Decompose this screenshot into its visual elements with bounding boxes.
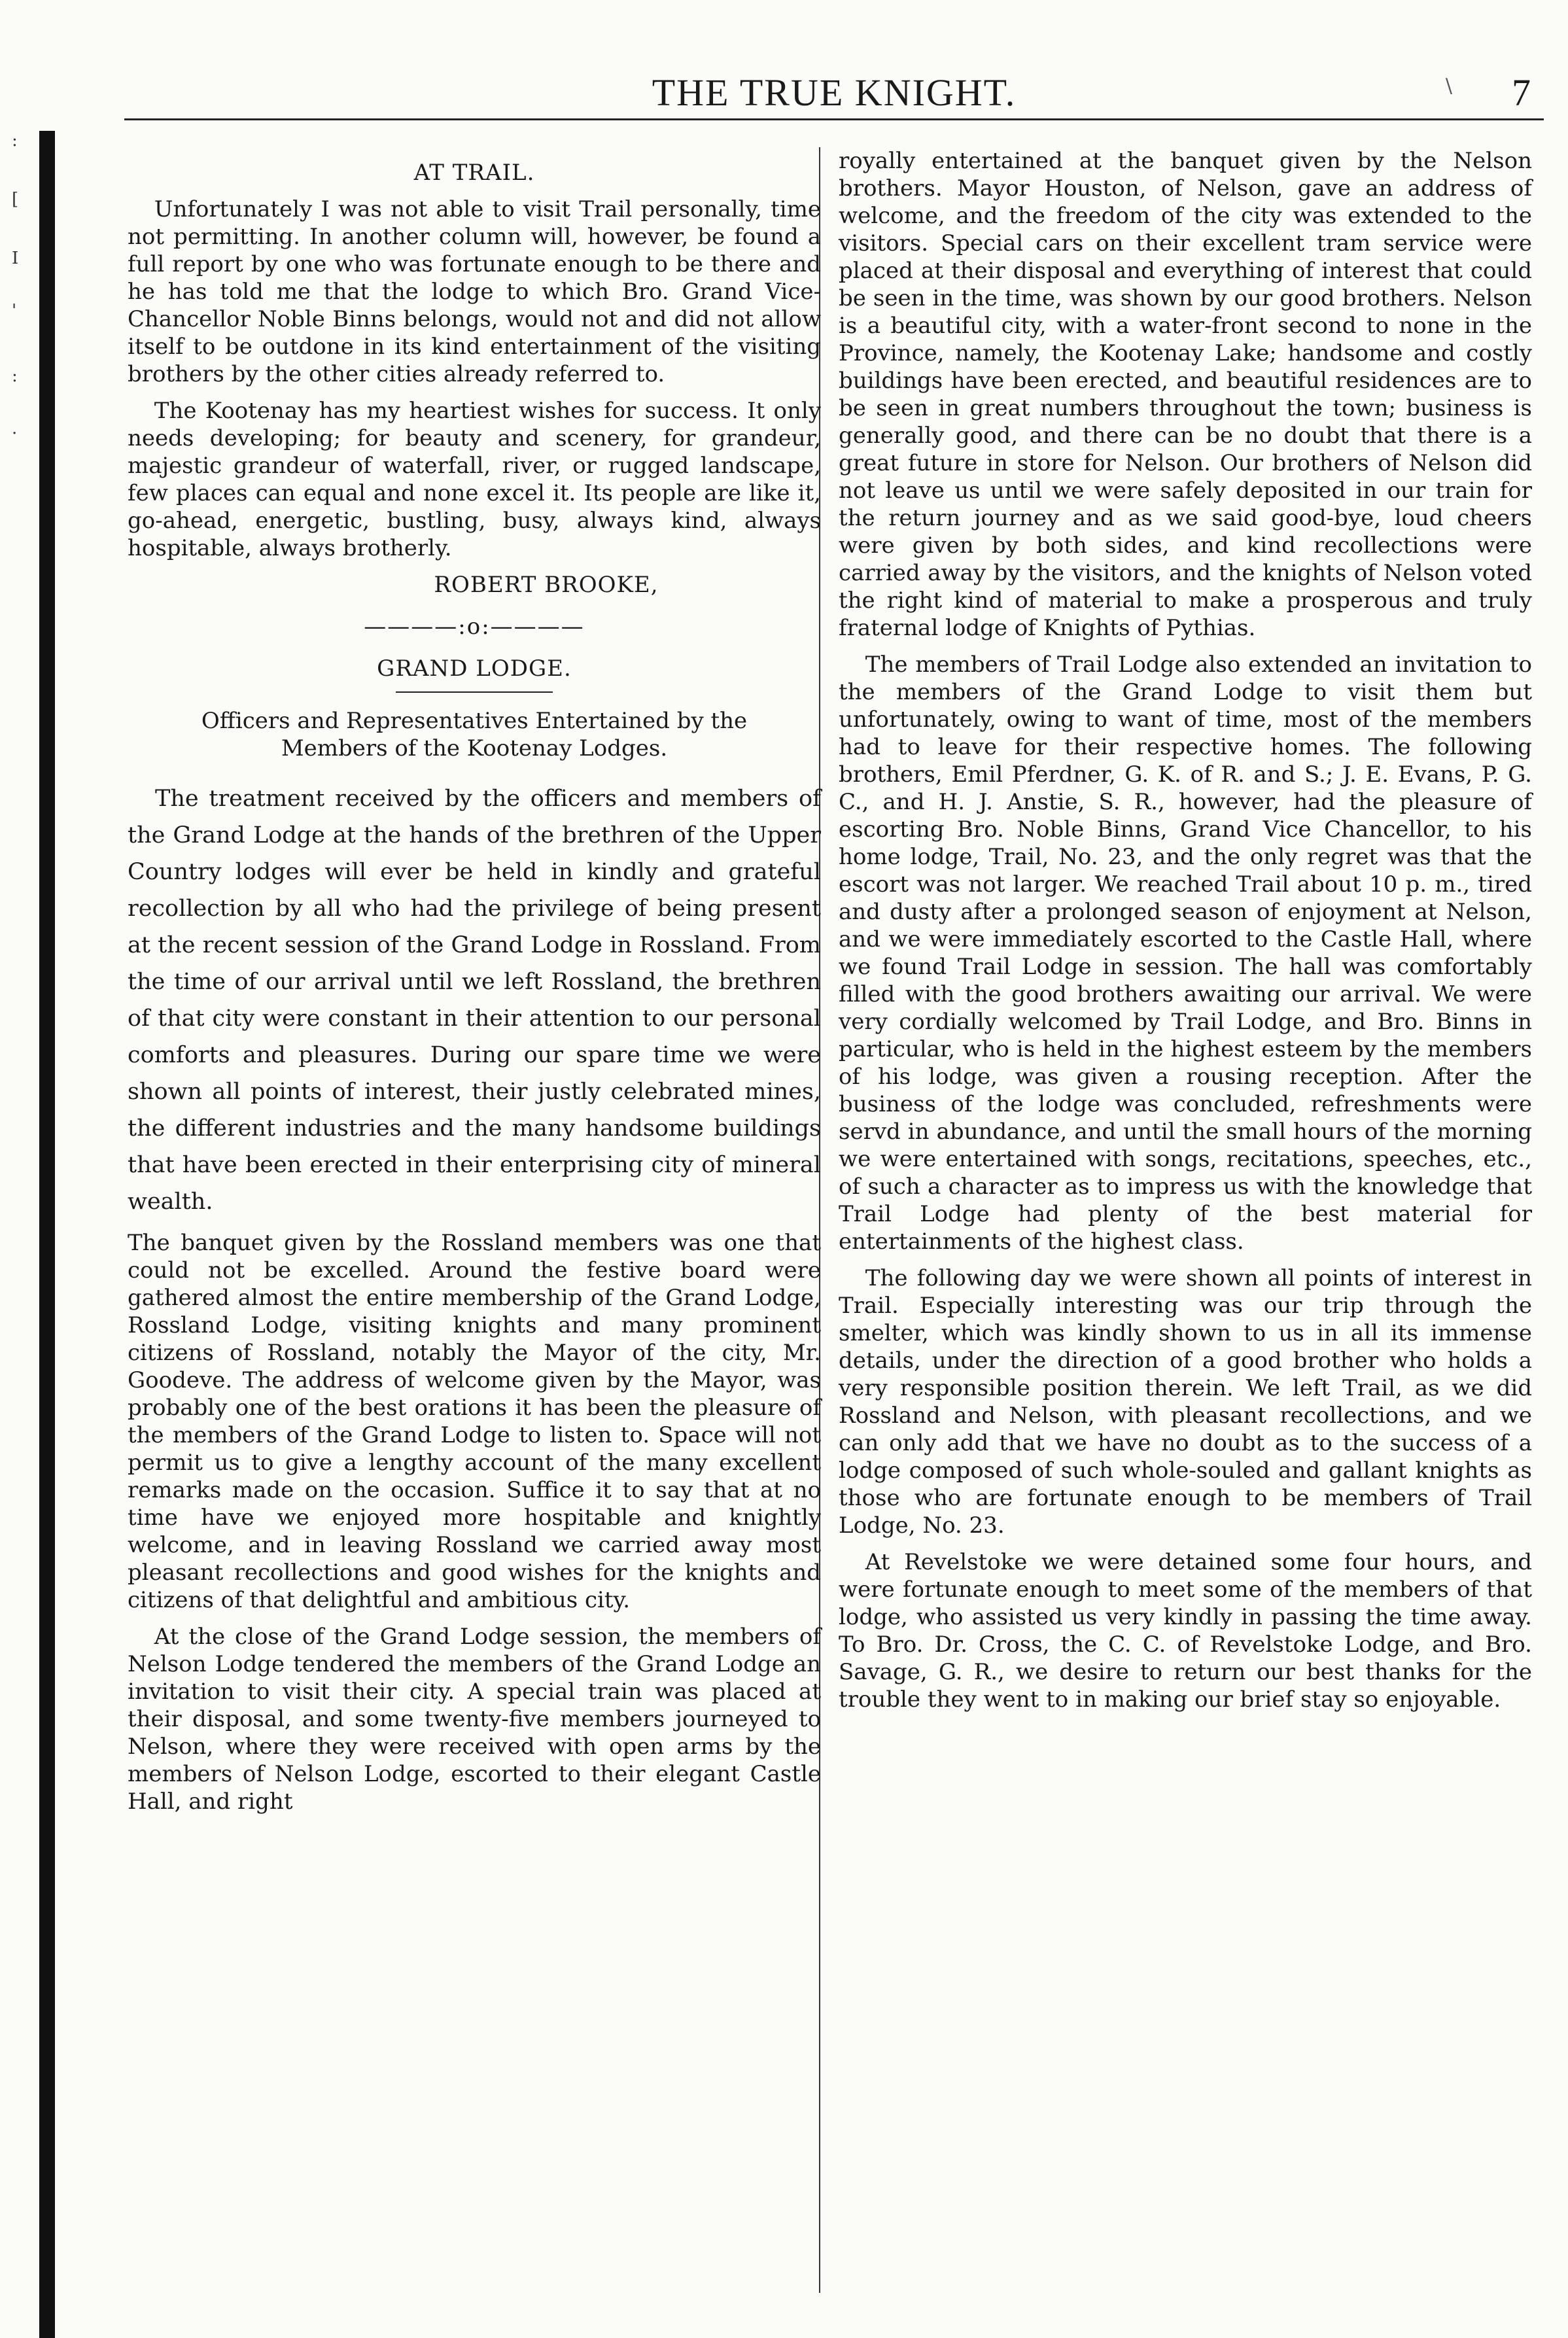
header-tick: \ — [1445, 75, 1452, 97]
margin-mark: I — [12, 249, 19, 268]
margin-mark: : — [12, 366, 18, 386]
grand-lodge-heading: GRAND LODGE. — [377, 655, 572, 682]
margin-mark: . — [12, 419, 18, 438]
right-column — [839, 147, 1532, 1722]
page-title: THE TRUE KNIGHT. — [652, 71, 1017, 114]
left-column — [128, 147, 821, 1824]
trail-paragraph: The Kootenay has my heartiest wishes for success. It only needs developing; for beauty and scenery, for grandeur, majestic grandeur of waterfall, river, or rugged landscape, few places can equal and none excel it. Its people are like it, go-ahead, energetic, bustling, busy, always kind, always hospitable, always brotherly. — [128, 398, 821, 561]
grand-lodge-lead: The treatment received by the officers and members of the Grand Lodge at the hands of the brethren of the Upper Country lodges will ever be held in kindly and grateful recollection by all who had the privilege of being present at the recent session of the Grand Lodge in Rossland. From the time of our arrival until we left Rossland, the brethren of that city were constant in their attention to our personal comforts and pleasures. During our spare time we were shown all points of interest, their justly celebrated mines, the different industries and the many handsome buildings that have been erected in their enterprising city of mineral wealth. — [128, 786, 821, 1215]
header-rule — [124, 118, 1544, 120]
page-number: 7 — [1512, 71, 1531, 114]
nelson-paragraph-start: At the close of the Grand Lodge session, the members of Nelson Lodge tendered the members of the Grand Lodge an invitation to visit their city. A special train was placed at their disposal, and some twenty-five members journeyed to Nelson, where they were received with open arms by the members of Nelson Lodge, escorted to their elegant Castle Hall, and right — [128, 1624, 821, 1815]
nelson-paragraph-cont: royally entertained at the banquet given by the Nelson brothers. Mayor Houston, of Nelson, gave an address of welcome, and the freedom of the city was extended to the visitors. Special cars on their excellent tram service were placed at their disposal and everything of interest that could be seen in the time, was shown by our good brothers. Nelson is a beautiful city, with a water-front second to none in the Province, namely, the Kootenay Lake; handsome and costly buildings have been erected, and beautiful residences are to be seen in great numbers throughout the town; business is generally good, and there can be no doubt that there is a great future in store for Nelson. Our brothers of Nelson did not leave us until we were safely deposited in our train for the return journey and as we said good-bye, loud cheers were given by both sides, and kind recollections were carried away by the visitors, and the knights of Nelson voted the right kind of material to make a prosperous and truly fraternal lodge of Knights of Pythias. — [839, 148, 1532, 641]
section-separator: ————:o:———— — [364, 614, 585, 640]
grand-lodge-subheading: Officers and Representatives Entertained by the Members of the Kootenay Lodges. — [201, 708, 748, 761]
trail-lodge-paragraph: The members of Trail Lodge also extended an invitation to the members of the Grand Lodge to visit them but unfortunately, owing to want of time, most of the members had to leave for their respective homes. The following brothers, Emil Pferdner, G. K. of R. and S.; J. E. Evans, P. G. C., and H. J. Anstie, S. R., however, had the pleasure of escorting Bro. Noble Binns, Grand Vice Chancellor, to his home lodge, Trail, No. 23, and the only regret was that the escort was not larger. We reached Trail about 10 p. m., tired and dusty after a prolonged season of enjoyment at Nelson, and we were immediately escorted to the Castle Hall, where we found Trail Lodge in session. The hall was comfortably filled with the good brothers awaiting our arrival. We were very cordially welcomed by Trail Lodge, and Bro. Binns in particular, who is held in the highest esteem by the members of his lodge, was given a rousing reception. After the business of the lodge was concluded, refreshments were servd in abundance, and until the small hours of the morning we were entertained with songs, recitations, speeches, etc., of such a character as to impress us with the knowledge that Trail Lodge had plenty of the best material for entertainments of the highest class. — [839, 652, 1532, 1255]
signature: ROBERT BROOKE, — [434, 572, 659, 598]
revelstoke-paragraph: At Revelstoke we were detained some four hours, and were fortunate enough to meet some of the members of that lodge, who assisted us very kindly in passing the time away. To Bro. Dr. Cross, the C. C. of Revelstoke Lodge, and Bro. Savage, G. R., we desire to return our best thanks for the trouble they went to in making our brief stay so enjoyable. — [839, 1549, 1532, 1713]
page-header — [124, 65, 1544, 124]
grand-lodge-banquet: The banquet given by the Rossland members was one that could not be excelled. Around the festive board were gathered almost the entire membership of the Grand Lodge, Rossland Lodge, visiting knights and many prominent citizens of Rossland, notably the Mayor of the city, Mr. Goodeve. The address of welcome given by the Mayor, was probably one of the best orations it has been the pleasure of the members of the Grand Lodge to listen to. Space will not permit us to give a lengthy account of the many excellent remarks made on the occasion. Suffice it to say that at no time have we enjoyed more hospitable and knightly welcome, and in leaving Rossland we carried away most pleasant recollections and good wishes for the knights and citizens of that delightful and ambitious city. — [128, 1230, 821, 1613]
heading-rule — [396, 691, 553, 693]
trail-heading: AT TRAIL. — [413, 160, 535, 186]
trail-paragraph: Unfortunately I was not able to visit Trail personally, time not permitting. In another column will, however, be found a full report by one who was fortunate enough to be there and he has told me that the lodge to which Bro. Grand Vice-Chancellor Noble Binns belongs, would not and did not allow itself to be outdone in its kind entertainment of the visiting brothers by the other cities already referred to. — [128, 196, 821, 387]
margin-mark: [ — [12, 190, 19, 209]
margin-mark: ' — [12, 301, 17, 321]
binding-spine — [39, 131, 55, 2338]
margin-mark: : — [12, 131, 18, 150]
following-day-paragraph: The following day we were shown all points of interest in Trail. Especially interesting was our trip through the smelter, which was kindly shown to us in all its immense details, under the direction of a good brother who holds a very responsible position therein. We left Trail, as we did Rossland and Nelson, with pleasant recollections, and we can only add that we have no doubt as to the success of a lodge composed of such whole-souled and gallant knights as those who are fortunate enough to be members of Trail Lodge, No. 23. — [839, 1265, 1532, 1539]
